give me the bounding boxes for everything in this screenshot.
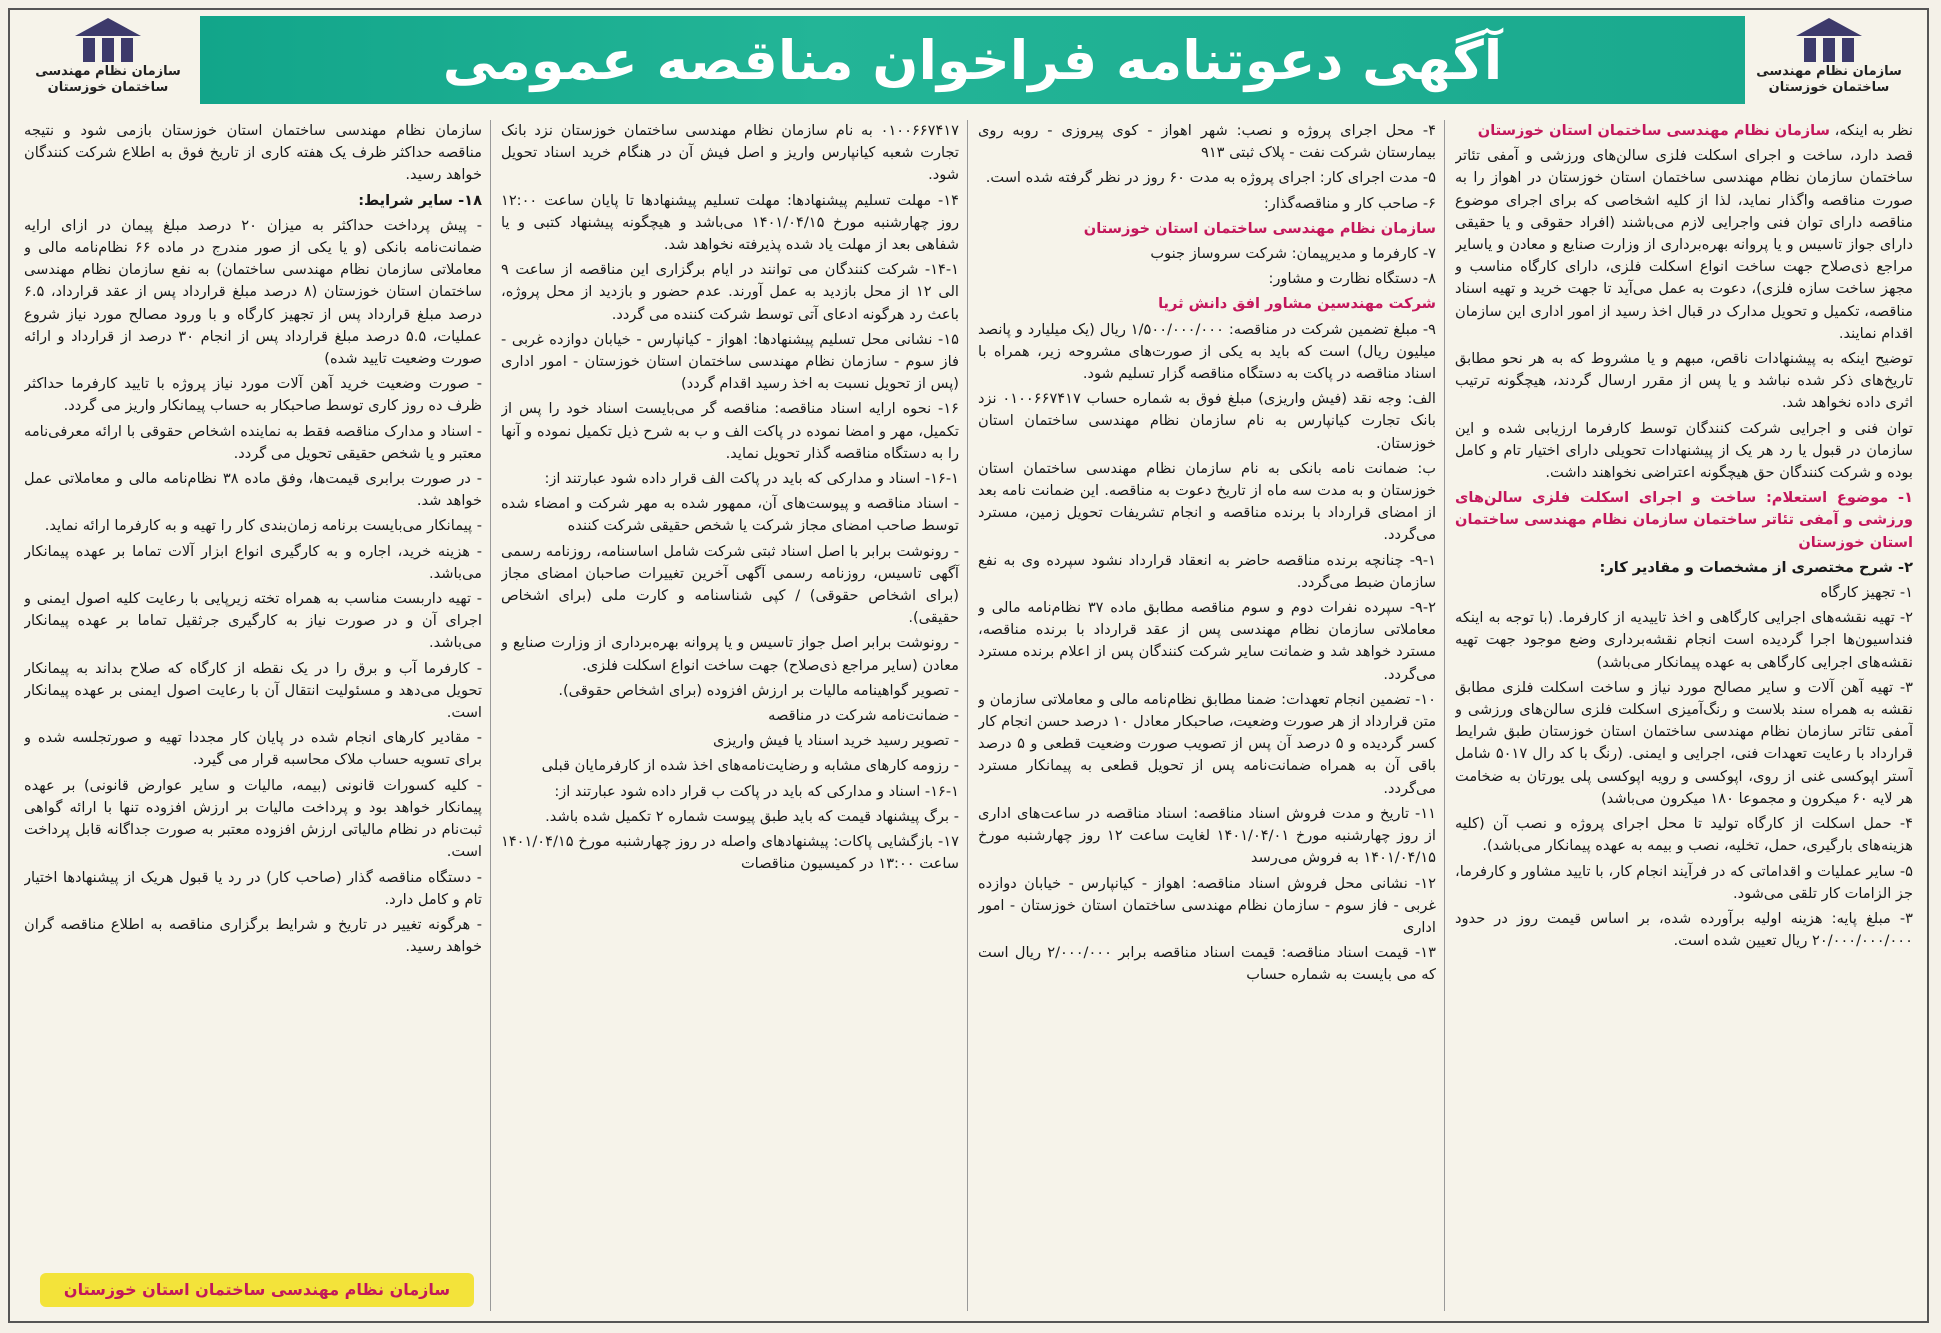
column-4 bbox=[24, 120, 491, 1311]
highlight-text: سازمان نظام مهندسی ساختمان استان خوزستان bbox=[1477, 122, 1830, 139]
paragraph bbox=[501, 806, 959, 828]
paragraph bbox=[501, 398, 959, 465]
paragraph-text: ۱۶-۱- اسناد و مدارکی که باید در پاکت ب قرار داده شود عبارتند از: bbox=[554, 782, 959, 800]
paragraph-text: ۱۶- نحوه ارایه اسناد مناقصه: مناقصه گر می‌بایست اسناد خود را پس از تکمیل، مهر و امضا نموده در پاکت الف و ب به شرح ذیل تکمیل نموده و آنها را به دستگاه مناقصه گذار تحویل نماید. bbox=[501, 400, 959, 462]
paragraph bbox=[501, 730, 959, 752]
paragraph-text: ۱۶-۱- اسناد و مدارکی که باید در پاکت الف قرار داده شود عبارتند از: bbox=[544, 470, 959, 488]
building-logo-icon bbox=[73, 16, 143, 64]
paragraph-text: ۹-۱- چنانچه برنده مناقصه حاضر به انعقاد قرارداد نشود سپرده وی به نفع سازمان ضبط می‌گردد. bbox=[978, 551, 1436, 591]
paragraph-text: توضیح اینکه به پیشنهادات ناقص، مبهم و یا مشروط که به هر نحو مطابق تاریخ‌های ذکر شده نباشد و یا پس از مقرر ارسال گردند، هیچگونه ترتیب اثری داده نخواهد شد. bbox=[1455, 350, 1913, 412]
paragraph bbox=[1455, 861, 1913, 905]
paragraph bbox=[978, 293, 1436, 315]
logo-right bbox=[1749, 16, 1909, 104]
paragraph-text: - پیمانکار می‌بایست برنامه زمان‌بندی کار را تهیه و به کارفرما ارائه نماید. bbox=[44, 517, 482, 535]
paragraph bbox=[24, 215, 482, 370]
paragraph-text: - دستگاه مناقصه گذار (صاحب کار) در رد یا قبول هریک از پیشنهادها اختیار تام و کامل دارد. bbox=[24, 868, 482, 908]
paragraph-text: ب: ضمانت نامه بانکی به نام سازمان نظام مهندسی ساختمان استان خوزستان و به مدت سه ماه از تاریخ دعوت به مناقصه. این ضمانت نامه بعد از امضای قرارداد با برنده مناقصه و انجام تشریفات تحویل زمین، مسترد می‌گردد. bbox=[978, 459, 1436, 544]
paragraph-text: ۶- صاحب کار و مناقصه‌گذار: bbox=[1263, 194, 1436, 212]
paragraph bbox=[24, 658, 482, 725]
header bbox=[10, 10, 1927, 110]
paragraph bbox=[1455, 557, 1913, 579]
paragraph bbox=[978, 689, 1436, 800]
paragraph bbox=[501, 493, 959, 537]
paragraph bbox=[24, 867, 482, 911]
paragraph bbox=[24, 190, 482, 212]
paragraph bbox=[1455, 348, 1913, 415]
paragraph bbox=[501, 120, 959, 187]
paragraph-text: ۱- تجهیز کارگاه bbox=[1820, 584, 1913, 602]
paragraph bbox=[978, 597, 1436, 686]
paragraph bbox=[1455, 418, 1913, 485]
paragraph-text: الف: وجه نقد (فیش واریزی) مبلغ فوق به شماره حساب ۰۱۰۰۶۶۷۴۱۷ نزد بانک تجارت کیانپارس به نام سازمان نظام مهندسی ساختمان استان خوزستان. bbox=[978, 390, 1436, 452]
column-2 bbox=[978, 120, 1445, 1311]
paragraph bbox=[24, 541, 482, 585]
paragraph-text: - اسناد مناقصه و پیوست‌های آن، ممهور شده به مهر شرکت و امضاء شده توسط صاحب امضای مجاز شرکت یا شخص حقیقی شرکت کننده bbox=[501, 495, 959, 535]
paragraph bbox=[24, 515, 482, 537]
paragraph bbox=[1455, 145, 1913, 345]
paragraph-text: ۳- مبلغ پایه: هزینه اولیه برآورده شده، بر اساس قیمت روز در حدود ۲۰/۰۰۰/۰۰۰/۰۰۰ ریال تعیین شده است. bbox=[1455, 909, 1913, 950]
paragraph bbox=[24, 120, 482, 187]
paragraph-text: ۱۳- قیمت اسناد مناقصه: قیمت اسناد مناقصه برابر ۲/۰۰۰/۰۰۰ ریال است که می بایست به شماره حساب bbox=[978, 944, 1436, 984]
paragraph-text: ۱۴- مهلت تسلیم پیشنهادها: مهلت تسلیم پیشنهادها تا پایان ساعت ۱۲:۰۰ روز چهارشنبه مورخ ۱۴۰۱/۰۴/۱۵ می‌باشد و هیچگونه پیشنهاد کتبی و یا شفاهی بعد از مهلت یاد شده پذیرفته نخواهد شد. bbox=[501, 191, 959, 254]
paragraph bbox=[978, 167, 1436, 189]
paragraph bbox=[978, 268, 1436, 290]
paragraph-text: ۱۷- بازگشایی پاکات: پیشنهادهای واصله در روز چهارشنبه مورخ ۱۴۰۱/۰۴/۱۵ ساعت ۱۳:۰۰ در کمیسیون مناقصات bbox=[501, 833, 959, 873]
newspaper-ad bbox=[8, 8, 1929, 1323]
paragraph-text: - کارفرما آب و برق را در یک نقطه از کارگاه که صلاح بداند به پیمانکار تحویل می‌دهد و مسئولیت انتقال آن با رعایت اصول ایمنی بر عهده پیمانکار است. bbox=[24, 659, 482, 722]
paragraph-text: ۸- دستگاه نظارت و مشاور: bbox=[1268, 270, 1436, 288]
paragraph-text: - هرگونه تغییر در تاریخ و شرایط برگزاری مناقصه به اطلاع مناقصه گران خواهد رسید. bbox=[24, 915, 482, 956]
text-columns bbox=[24, 120, 1913, 1311]
paragraph bbox=[978, 218, 1436, 240]
paragraph-text: ۱۴-۱- شرکت کنندگان می توانند در ایام برگزاری این مناقصه از ساعت ۹ الی ۱۲ از محل بازدید به عمل آورند. عدم حضور و بازدید از محل پروژه، باعث رد هرگونه ادعای آتی توسط شرکت کننده می گردد. bbox=[501, 261, 959, 323]
paragraph bbox=[24, 727, 482, 771]
paragraph-text: ۴- محل اجرای پروژه و نصب: شهر اهواز - کوی پیروزی - روبه روی بیمارستان شرکت نفت - پلاک ثبتی ۹۱۳ bbox=[978, 122, 1436, 162]
paragraph bbox=[1455, 120, 1913, 142]
logo-text-line2: ساختمان خوزستان bbox=[47, 80, 169, 95]
paragraph-text: ۹-۲- سپرده نفرات دوم و سوم مناقصه مطابق ماده ۳۷ نظام‌نامه مالی و معاملاتی سازمان نظام مهندسی پس از عقد قرارداد با برنده مناقصه، مسترد خواهد شد و ضمانت سایر شرکت کنندگان پس از اعلام برنده مسترد می‌گردد. bbox=[978, 599, 1436, 683]
paragraph bbox=[501, 755, 959, 777]
paragraph bbox=[1455, 582, 1913, 604]
paragraph-text: - هزینه خرید، اجاره و به کارگیری انواع ابزار آلات تماما بر عهده پیمانکار می‌باشد. bbox=[24, 542, 482, 582]
paragraph bbox=[978, 873, 1436, 940]
paragraph-text: - صورت وضعیت خرید آهن آلات مورد نیاز پروژه با تایید کارفرما حداکثر ظرف ده روز کاری توسط صاحبکار به حساب پیمانکار واریز می گردد. bbox=[24, 375, 482, 415]
paragraph bbox=[501, 831, 959, 875]
paragraph-text: ۷- کارفرما و مدیرپیمان: شرکت سروساز جنوب bbox=[1150, 245, 1436, 263]
paragraph-text: سازمان نظام مهندسی ساختمان استان خوزستان بازمی شود و نتیجه مناقصه حداکثر ظرف یک هفته کاری از تاریخ فوق به اطلاع شرکت کنندگان خواهد رسید. bbox=[24, 122, 482, 184]
paragraph bbox=[978, 550, 1436, 594]
paragraph-text: ۵- مدت اجرای کار: اجرای پروژه به مدت ۶۰ روز در نظر گرفته شده است. bbox=[985, 169, 1436, 187]
paragraph-text: ۱۲- نشانی محل فروش اسناد مناقصه: اهواز - کیانپارس - خیابان دوازده غربی - فاز سوم - سازمان نظام مهندسی ساختمان استان خوزستان - امور اداری bbox=[978, 874, 1436, 936]
paragraph-text: ۱۰- تضمین انجام تعهدات: ضمنا مطابق نظام‌نامه مالی و معاملاتی سازمان و متن قرارداد از هر صورت وضعیت، صاحبکار معادل ۱۰ درصد حسن انجام کار کسر گردیده و ۵ درصد آن پس از تصویب صورت وضعیت قطعی و ۵ درصد باقی آن به همراه ضمانت‌نامه پس از تحویل قطعی به پیمانکار مسترد می‌گردد. bbox=[978, 690, 1437, 797]
paragraph bbox=[978, 319, 1436, 386]
paragraph bbox=[501, 680, 959, 702]
paragraph-text: قصد دارد، ساخت و اجرای اسکلت فلزی سالن‌های ورزشی و آمفی تئاتر ساختمان سازمان نظام مهندسی ساختمان استان خوزستان در اهواز را به صورت مناقصه واگذار نماید، لذا از کلیه اشخاصی که برای اجرای موضوع مناقصه دارای توان فنی واجرایی لازم می‌باشند (افراد حقوقی و یا حقیقی دارای جواز تاسیس و یا پروانه بهره‌برداری از وزارت صنایع و معادن و یاسایر مراجع ذی‌صلاح جهت ساخت انواع اسکلت فلزی، دارای کارگاه مناسب و مجهز ساخت سازه فلزی)، دعوت به عمل می‌آید تا جهت خرید و تهیه اسناد مناقصه، تکمیل و تحویل مدارک در قبال اخذ رسید از امور اداری این سازمان اقدام نمایند. bbox=[1455, 147, 1913, 342]
paragraph-text: - تصویر گواهینامه مالیات بر ارزش افزوده (برای اشخاص حقوقی). bbox=[558, 681, 959, 699]
paragraph-text: توان فنی و اجرایی شرکت کنندگان توسط کارفرما ارزیابی شده و این سازمان در قبول یا رد هر یک از پیشنهادات تحویلی دارای اختیار تام و کامل بوده و شرکت کنندگان حق هیچگونه اعتراضی نخواهند داشت. bbox=[1455, 419, 1913, 482]
paragraph bbox=[24, 421, 482, 465]
paragraph-text: ۳- تهیه آهن آلات و سایر مصالح مورد نیاز و ساخت اسکلت فلزی مطابق نقشه به همراه سند بلاست و رنگ‌آمیزی اسکلت فلزی سالن‌های ورزشی و آمفی تئاتر سازمان نظام مهندسی ساختمان استان خوزستان طبق شرایط قرارداد با رعایت تعهدات فنی، اجرایی و ایمنی. (رنگ با کد رال ۵۰۱۷ شامل آستر اپوکسی غنی از روی، اپوکسی و رویه اپوکسی پلی یورتان به ضخامت هر لایه ۶۰ میکرون و مجموعا ۱۸۰ میکرون می‌باشد) bbox=[1455, 678, 1913, 807]
highlight-text: ۱- موضوع استعلام: ساخت و اجرای اسکلت فلزی سالن‌های ورزشی و آمفی تئاتر ساختمان سازمان نظام مهندسی ساختمان استان خوزستان bbox=[1455, 489, 1913, 551]
paragraph-text: - کلیه کسورات قانونی (بیمه، مالیات و سایر عوارض قانونی) بر عهده پیمانکار خواهد بود و پرداخت مالیات بر ارزش افزوده تنها با ارائه گواهی ثبت‌نام در نظام مالیاتی ارزش افزوده معتبر به صورت جداگانه قابل پرداخت است. bbox=[24, 776, 482, 861]
highlight-text: سازمان نظام مهندسی ساختمان استان خوزستان bbox=[1083, 219, 1436, 237]
paragraph-text: - رزومه کارهای مشابه و رضایت‌نامه‌های اخذ شده از کارفرمایان قبلی bbox=[541, 757, 959, 775]
paragraph-text: ۰۱۰۰۶۶۷۴۱۷ به نام سازمان نظام مهندسی ساختمان خوزستان نزد بانک تجارت شعبه کیانپارس واریز و اصل فیش آن در هنگام خرید اسناد تحویل شود. bbox=[501, 122, 959, 184]
paragraph-text: ۱۱- تاریخ و مدت فروش اسناد مناقصه: اسناد مناقصه در ساعت‌های اداری از روز چهارشنبه مورخ ۱۴۰۱/۰۴/۰۱ لغایت ساعت ۱۲ روز چهارشنبه مورخ ۱۴۰۱/۰۴/۱۵ به فروش می‌رسد bbox=[978, 804, 1436, 867]
paragraph-text: ۱۵- نشانی محل تسلیم پیشنهادها: اهواز - کیانپارس - خیابان دوازده غربی - فاز سوم - سازمان نظام مهندسی ساختمان استان خوزستان - امور اداری (پس از تحویل نسبت به اخذ رسید اقدام گردد) bbox=[501, 330, 959, 393]
logo-left bbox=[28, 16, 188, 104]
logo-text-line1: سازمان نظام مهندسی bbox=[1756, 64, 1902, 79]
paragraph-text: ۱۸- سایر شرایط: bbox=[358, 191, 482, 209]
paragraph bbox=[501, 190, 959, 257]
paragraph bbox=[24, 468, 482, 512]
paragraph bbox=[501, 468, 959, 490]
paragraph-text: - مقادیر کارهای انجام شده در پایان کار مجددا تهیه و صورتجلسه شده و برای تسویه حساب ملاک محاسبه قرار می گیرد. bbox=[24, 729, 482, 769]
paragraph bbox=[24, 373, 482, 417]
paragraph bbox=[501, 781, 959, 803]
paragraph-text: - رونوشت برابر با اصل اسناد ثبتی شرکت شامل اساسنامه، روزنامه رسمی آگهی تاسیس، روزنامه رسمی آگهی آخرین تغییرات صاحبان امضای مجاز (برای اشخاص حقوقی) / کپی شناسنامه و کارت ملی (برای اشخاص حقیقی). bbox=[501, 542, 959, 627]
footer-badge: سازمان نظام مهندسی ساختمان استان خوزستان bbox=[40, 1273, 474, 1307]
paragraph-text: ۴- حمل اسکلت از کارگاه تولید تا محل اجرای پروژه و نصب آن (کلیه هزینه‌های بارگیری، حمل، تخلیه، نصب و بیمه به عهده پیمانکار می‌باشد). bbox=[1455, 815, 1913, 855]
paragraph bbox=[978, 243, 1436, 265]
paragraph bbox=[1455, 607, 1913, 674]
paragraph-text: نظر به اینکه، bbox=[1829, 122, 1913, 139]
building-logo-icon bbox=[1794, 16, 1864, 64]
paragraph bbox=[501, 259, 959, 326]
title-banner bbox=[200, 16, 1745, 104]
paragraph-text: ۹- مبلغ تضمین شرکت در مناقصه: ۱/۵۰۰/۰۰۰/۰۰۰ ریال (یک میلیارد و پانصد میلیون ریال) است که باید به یکی از صورت‌های مشروحه زیر، همراه با اسناد مناقصه در پاکت به دستگاه مناقصه گزار تسلیم شود. bbox=[978, 320, 1436, 383]
paragraph bbox=[978, 942, 1436, 986]
paragraph bbox=[501, 705, 959, 727]
paragraph-text: ۲- شرح مختصری از مشخصات و مقادیر کار: bbox=[1599, 558, 1913, 576]
paragraph bbox=[24, 914, 482, 958]
paragraph-text: - برگ پیشنهاد قیمت که باید طبق پیوست شماره ۲ تکمیل شده باشد. bbox=[545, 807, 959, 825]
paragraph bbox=[1455, 908, 1913, 952]
paragraph bbox=[24, 588, 482, 655]
logo-text-line1: سازمان نظام مهندسی bbox=[35, 64, 181, 79]
paragraph-text: - تصویر رسید خرید اسناد یا فیش واریزی bbox=[712, 732, 959, 750]
paragraph-text: - پیش پرداخت حداکثر به میزان ۲۰ درصد مبلغ پیمان در ازای ارایه ضمانت‌نامه بانکی (و یا یکی از صور مندرج در ماده ۶۶ نظام‌نامه مالی و معاملاتی سازمان نظام مهندسی ساختمان) به نفع سازمان نظام مهندسی ساختمان استان خوزستان (۸ درصد مبلغ قرارداد پس از عقد قرارداد، ۶.۵ درصد مبلغ قرارداد پس از تجهیز کارگاه و با ورود مصالح مورد نیاز شروع عملیات، ۵.۵ درصد مبلغ قرارداد پس از انجام ۳۰ درصد از قرارداد و ارائه صورت وضعیت تایید شده) bbox=[24, 216, 482, 368]
column-1 bbox=[1455, 120, 1913, 1311]
page-title: آگهی دعوتنامه فراخوان مناقصه عمومی bbox=[442, 28, 1503, 92]
paragraph bbox=[978, 458, 1436, 547]
paragraph bbox=[1455, 813, 1913, 857]
paragraph-text: - رونوشت برابر اصل جواز تاسیس و یا پروانه بهره‌برداری از وزارت صنایع و معادن (سایر مراجع ذی‌صلاح) جهت ساخت انواع اسکلت فلزی. bbox=[501, 634, 959, 674]
paragraph bbox=[501, 541, 959, 630]
paragraph bbox=[978, 120, 1436, 164]
paragraph bbox=[501, 329, 959, 396]
logo-text-line2: ساختمان خوزستان bbox=[1768, 80, 1890, 95]
paragraph-text: ۵- سایر عملیات و اقداماتی که در فرآیند انجام کار، با تایید مشاور و کارفرما، جز الزامات کار تلقی می‌شود. bbox=[1455, 862, 1913, 902]
paragraph bbox=[501, 632, 959, 676]
paragraph bbox=[1455, 677, 1913, 810]
paragraph bbox=[978, 193, 1436, 215]
highlight-text: شرکت مهندسین مشاور افق دانش ثریا bbox=[1158, 295, 1436, 313]
paragraph-text: - تهیه داربست مناسب به همراه تخته زیرپایی با رعایت کلیه اصول ایمنی و اجرای آن و در صورت نیاز به کارگیری جرثقیل تماما بر عهده پیمانکار می‌باشد. bbox=[24, 590, 482, 652]
paragraph bbox=[24, 775, 482, 864]
paragraph bbox=[978, 388, 1436, 455]
paragraph-text: - ضمانت‌نامه شرکت در مناقصه bbox=[768, 707, 959, 725]
paragraph-text: - اسناد و مدارک مناقصه فقط به نماینده اشخاص حقوقی با ارائه معرفی‌نامه معتبر و یا شخص حقیقی تحویل می گردد. bbox=[24, 422, 482, 462]
paragraph bbox=[1455, 487, 1913, 554]
paragraph-text: - در صورت برابری قیمت‌ها، وفق ماده ۳۸ نظام‌نامه مالی و معاملاتی عمل خواهد شد. bbox=[24, 470, 482, 510]
column-3 bbox=[501, 120, 968, 1311]
paragraph-text: ۲- تهیه نقشه‌های اجرایی کارگاهی و اخذ تاییدیه از کارفرما. (با توجه به اینکه فنداسیون‌ها اجرا گردیده است انجام نقشه‌برداری وضع موجود جهت تهیه نقشه‌های اجرایی کارگاهی به عهده پیمانکار می‌باشد) bbox=[1455, 609, 1913, 671]
paragraph bbox=[978, 803, 1436, 870]
